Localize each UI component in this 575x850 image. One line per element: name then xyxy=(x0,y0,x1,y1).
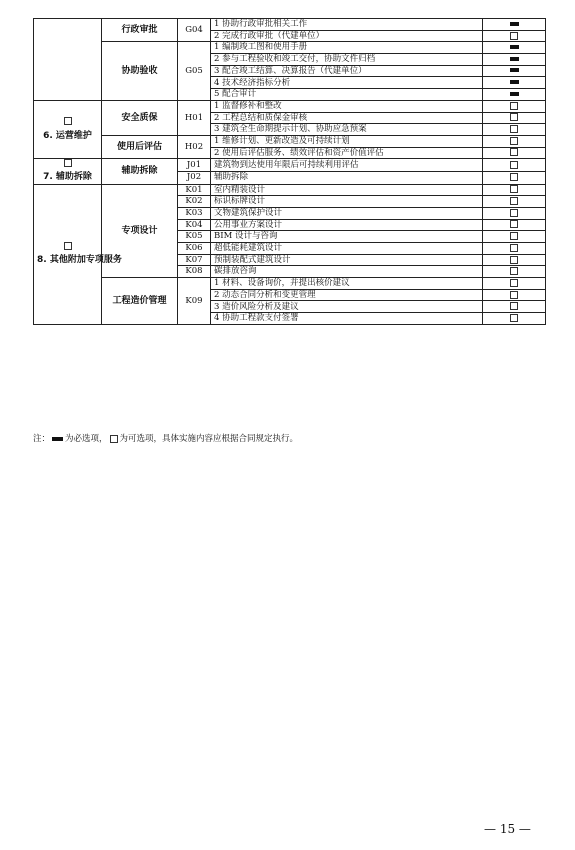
mark-cell xyxy=(483,159,546,172)
mark-cell xyxy=(483,171,546,184)
mark-cell xyxy=(483,112,546,124)
item-cell: 1 维修计划、更新改造及可持续计划 xyxy=(211,135,483,147)
checkbox-icon xyxy=(64,117,72,125)
note-optional-text: 为可选项，具体实施内容应根据合同规定执行。 xyxy=(119,434,299,444)
code-cell: G04 xyxy=(178,19,211,42)
table-row xyxy=(34,135,546,147)
item-cell: 2 动态合同分析和变更管理 xyxy=(211,289,483,301)
footnote xyxy=(33,432,298,444)
optional-checkbox-icon xyxy=(510,267,518,275)
category-label: 8. 其他附加专项服务 xyxy=(37,255,122,266)
required-mark-icon xyxy=(510,22,519,26)
category-cell xyxy=(34,184,122,324)
mark-cell xyxy=(483,207,546,219)
item-cell: BIM 设计与咨询 xyxy=(211,231,483,243)
subcategory-label: 使用后评估 xyxy=(116,141,162,152)
mark-cell xyxy=(483,42,546,54)
item-cell: 标识标牌设计 xyxy=(211,196,483,208)
required-mark-icon xyxy=(510,57,519,61)
item-cell: 超低能耗建筑设计 xyxy=(211,242,483,254)
item-cell: 1 材料、设备询价，并提出核价建议 xyxy=(211,278,483,290)
item-cell: 4 技术经济指标分析 xyxy=(211,77,483,89)
mark-cell xyxy=(483,196,546,208)
code-cell: J01 xyxy=(178,159,211,172)
mark-cell xyxy=(483,313,546,325)
table-body xyxy=(34,19,546,325)
optional-checkbox-icon xyxy=(510,209,518,217)
item-cell: 碳排放咨询 xyxy=(211,266,483,278)
mark-cell xyxy=(483,30,546,42)
table-row xyxy=(34,278,546,290)
item-cell: 室内精装设计 xyxy=(211,184,483,196)
mark-cell xyxy=(483,254,546,266)
item-cell: 2 使用后评估服务、绩效评估和资产价值评估 xyxy=(211,147,483,159)
mark-cell xyxy=(483,242,546,254)
mark-cell xyxy=(483,100,546,112)
item-cell: 辅助拆除 xyxy=(211,171,483,184)
required-mark-icon xyxy=(52,437,63,441)
mark-cell xyxy=(483,231,546,243)
optional-checkbox-icon xyxy=(510,244,518,252)
optional-checkbox-icon xyxy=(110,435,118,443)
required-mark-icon xyxy=(510,68,519,72)
optional-checkbox-icon xyxy=(510,220,518,228)
optional-checkbox-icon xyxy=(510,32,518,40)
mark-cell xyxy=(483,219,546,231)
optional-checkbox-icon xyxy=(510,279,518,287)
item-cell: 建筑物到达使用年限后可持续利用评估 xyxy=(211,159,483,172)
service-items-table xyxy=(33,18,546,325)
item-cell: 1 协助行政审批相关工作 xyxy=(211,19,483,31)
mark-cell xyxy=(483,278,546,290)
item-cell: 2 完成行政审批（代建单位） xyxy=(211,30,483,42)
table-row xyxy=(34,42,546,54)
page-number: — 15 — xyxy=(484,822,531,836)
optional-checkbox-icon xyxy=(510,148,518,156)
subcategory-cell xyxy=(102,100,178,135)
item-cell: 3 造价风险分析及建议 xyxy=(211,301,483,313)
item-cell: 公用事业方案设计 xyxy=(211,219,483,231)
subcategory-label: 专项设计 xyxy=(121,225,158,236)
mark-cell xyxy=(483,266,546,278)
table-row xyxy=(34,19,546,31)
mark-cell xyxy=(483,54,546,66)
mark-cell xyxy=(483,89,546,101)
optional-checkbox-icon xyxy=(510,197,518,205)
optional-checkbox-icon xyxy=(510,173,518,181)
code-cell: K01 xyxy=(178,184,211,196)
optional-checkbox-icon xyxy=(510,137,518,145)
table-row xyxy=(34,159,546,172)
table-row xyxy=(34,184,546,196)
subcategory-cell xyxy=(102,159,178,184)
code-cell: K06 xyxy=(178,242,211,254)
note-prefix: 注： xyxy=(33,434,51,444)
item-cell: 1 监督修补和整改 xyxy=(211,100,483,112)
required-mark-icon xyxy=(510,92,519,96)
optional-checkbox-icon xyxy=(510,232,518,240)
category-label: 6. 运营维护 xyxy=(43,130,92,141)
mark-cell xyxy=(483,124,546,136)
item-cell: 3 配合竣工结算、决算报告（代建单位） xyxy=(211,65,483,77)
code-cell: K09 xyxy=(178,278,211,325)
mark-cell xyxy=(483,184,546,196)
subcategory-cell xyxy=(102,278,178,325)
subcategory-label: 协助验收 xyxy=(121,66,158,77)
mark-cell xyxy=(483,289,546,301)
code-cell: K08 xyxy=(178,266,211,278)
optional-checkbox-icon xyxy=(510,302,518,310)
code-cell: K04 xyxy=(178,219,211,231)
code-cell: G05 xyxy=(178,42,211,100)
category-cell xyxy=(34,159,102,184)
subcategory-label: 工程造价管理 xyxy=(112,295,167,306)
category-cell-empty xyxy=(34,19,102,101)
checkbox-icon xyxy=(64,159,72,167)
item-cell: 1 编制竣工图和使用手册 xyxy=(211,42,483,54)
item-cell: 2 参与工程验收和竣工交付，协助文件归档 xyxy=(211,54,483,66)
subcategory-cell xyxy=(102,42,178,100)
item-cell: 5 配合审计 xyxy=(211,89,483,101)
code-cell: K03 xyxy=(178,207,211,219)
subcategory-label: 安全质保 xyxy=(121,112,158,123)
optional-checkbox-icon xyxy=(510,185,518,193)
code-cell: K02 xyxy=(178,196,211,208)
item-cell: 3 建筑全生命期提示计划、协助应急预案 xyxy=(211,124,483,136)
mark-cell xyxy=(483,147,546,159)
optional-checkbox-icon xyxy=(510,113,518,121)
code-cell: K07 xyxy=(178,254,211,266)
mark-cell xyxy=(483,19,546,31)
mark-cell xyxy=(483,65,546,77)
item-cell: 文物建筑保护设计 xyxy=(211,207,483,219)
optional-checkbox-icon xyxy=(510,314,518,322)
required-mark-icon xyxy=(510,45,519,49)
mark-cell xyxy=(483,301,546,313)
item-cell: 预制装配式建筑设计 xyxy=(211,254,483,266)
subcategory-cell xyxy=(102,19,178,42)
note-required-text: 为必选项， xyxy=(65,434,108,444)
code-cell: H01 xyxy=(178,100,211,135)
code-cell: H02 xyxy=(178,135,211,158)
mark-cell xyxy=(483,77,546,89)
optional-checkbox-icon xyxy=(510,102,518,110)
optional-checkbox-icon xyxy=(510,125,518,133)
code-cell: K05 xyxy=(178,231,211,243)
checkbox-icon xyxy=(64,242,72,250)
subcategory-cell xyxy=(102,135,178,158)
code-cell: J02 xyxy=(178,171,211,184)
subcategory-label: 辅助拆除 xyxy=(121,166,158,177)
required-mark-icon xyxy=(510,80,519,84)
mark-cell xyxy=(483,135,546,147)
item-cell: 2 工程总结和质保金审核 xyxy=(211,112,483,124)
category-cell xyxy=(34,100,102,158)
item-cell: 4 协助工程款支付签署 xyxy=(211,313,483,325)
optional-checkbox-icon xyxy=(510,256,518,264)
table-row xyxy=(34,100,546,112)
optional-checkbox-icon xyxy=(510,291,518,299)
category-label: 7. 辅助拆除 xyxy=(43,172,92,183)
subcategory-label: 行政审批 xyxy=(121,25,158,36)
optional-checkbox-icon xyxy=(510,161,518,169)
